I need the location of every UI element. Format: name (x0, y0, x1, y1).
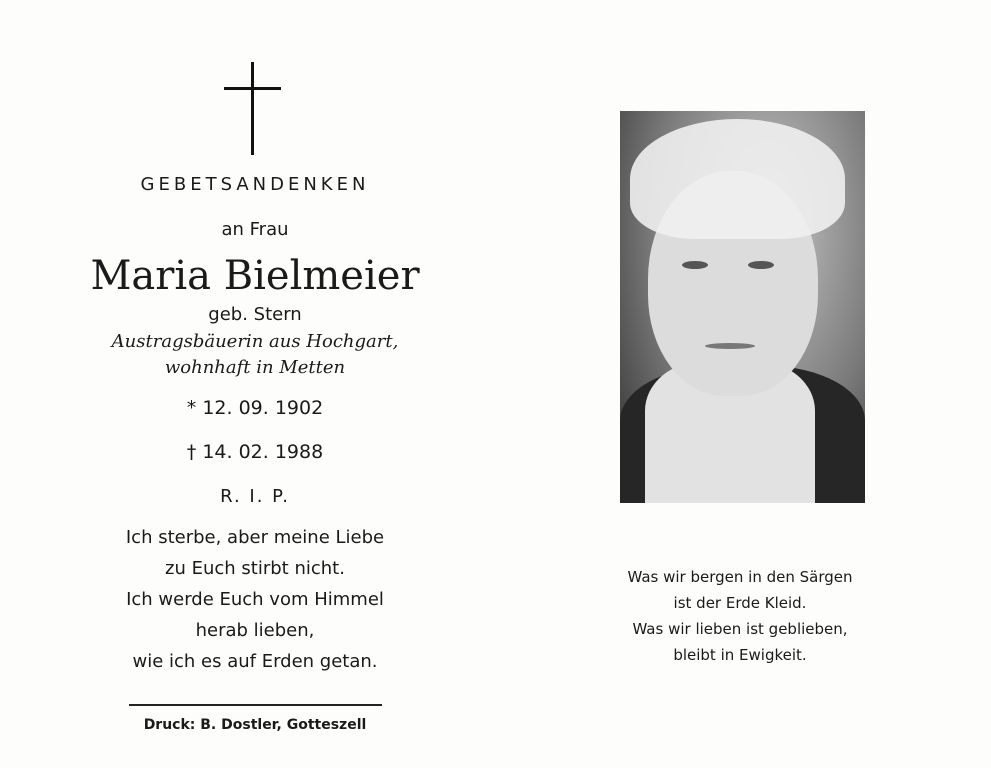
maiden-name: geb. Stern (208, 304, 302, 325)
card-title: GEBETSANDENKEN (140, 174, 370, 195)
portrait-photo (620, 111, 865, 503)
verse-line: wie ich es auf Erden getan. (132, 651, 378, 672)
right-verse (580, 564, 900, 668)
verse-line: zu Euch stirbt nicht. (165, 558, 345, 579)
death-date: † 14. 02. 1988 (186, 441, 324, 463)
cross-icon (224, 62, 284, 157)
deceased-name: Maria Bielmeier (90, 253, 420, 299)
salutation: an Frau (221, 219, 289, 240)
verse-line: ist der Erde Kleid. (673, 594, 807, 612)
verse-line: Was wir bergen in den Särgen (627, 568, 853, 586)
description-line-2: wohnhaft in Metten (164, 357, 346, 378)
divider (129, 704, 382, 706)
text-column (60, 0, 450, 768)
verse-line: bleibt in Ewigkeit. (673, 646, 807, 664)
verse-line: Ich sterbe, aber meine Liebe (125, 527, 385, 548)
printer-credit: Druck: B. Dostler, Gotteszell (143, 717, 367, 733)
verse-line: Ich werde Euch vom Himmel (126, 589, 384, 610)
verse-line: Was wir lieben ist geblieben, (632, 620, 848, 638)
left-verse (60, 522, 450, 677)
verse-line: herab lieben, (195, 620, 315, 641)
description-line-1: Austragsbäuerin aus Hochgart, (111, 331, 399, 352)
rip-text: R. I. P. (220, 486, 290, 507)
birth-date: * 12. 09. 1902 (186, 397, 324, 419)
